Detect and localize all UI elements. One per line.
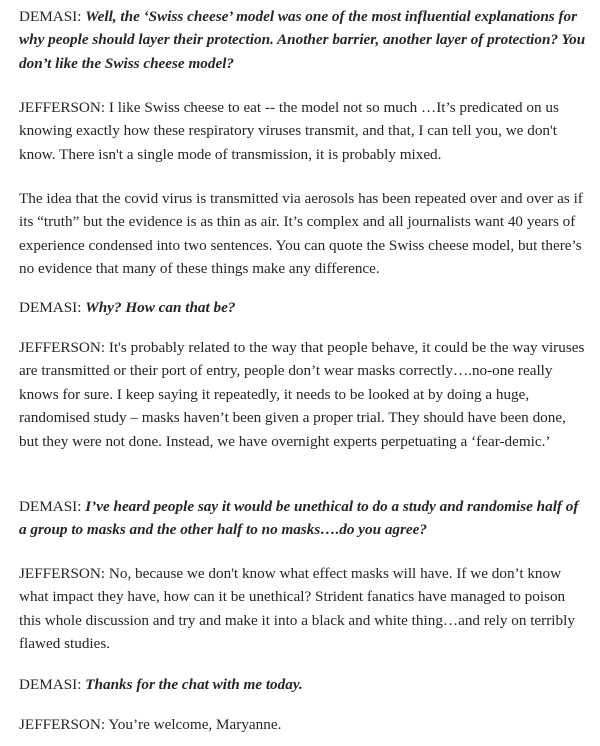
question-text: Why? How can that be? [85, 299, 236, 316]
speaker-label: DEMASI: [19, 676, 82, 693]
speaker-label: JEFFERSON: [19, 565, 106, 582]
answer-text: It's probably related to the way that people behave, it could be the way viruses are transmitted or their port of entry, people don’t wear masks correctly….no-one really knows for sure. I keep saying it repeatedly, it needs to be looked at by doing a huge, randomised study – masks haven’t been given a proper trial. They should have been done, but they were not done. Instead, we have overnight experts perpetuating a ‘fear-demic.’ [19, 339, 585, 450]
paragraph-jefferson-unethical [19, 562, 588, 656]
answer-text: You’re welcome, Maryanne. [108, 716, 282, 733]
question-text: I’ve heard people say it would be unethical to do a study and randomise half of a group to masks and the other half to no masks….do you agree? [19, 498, 579, 539]
speaker-label: JEFFERSON: [19, 99, 106, 116]
paragraph-jefferson-welcome [19, 713, 588, 736]
paragraph-demasi-thanks [19, 673, 588, 696]
speaker-label: JEFFERSON: [19, 339, 106, 356]
question-text: Thanks for the chat with me today. [85, 676, 303, 693]
speaker-label: DEMASI: [19, 8, 82, 25]
speaker-label: DEMASI: [19, 498, 82, 515]
answer-text: I like Swiss cheese to eat -- the model not so much …It’s predicated on us knowing exactly how these respiratory viruses transmit, and that, I can tell you, we don't know. There isn't a single mode of transmission, it is probably mixed. [19, 99, 559, 163]
answer-text: No, because we don't know what effect masks will have. If we don’t know what impact they have, how can it be unethical? Strident fanatics have managed to poison this whole discussion and try and make it into a black and white thing…and rely on terribly flawed studies. [19, 565, 575, 653]
paragraph-jefferson-behaviour [19, 336, 588, 453]
speaker-label: DEMASI: [19, 299, 82, 316]
paragraph-jefferson-swiss-cheese [19, 96, 588, 166]
speaker-label: JEFFERSON: [19, 716, 106, 733]
paragraph-demasi-why [19, 296, 588, 319]
paragraph-aerosols [19, 187, 588, 281]
question-text: Well, the ‘Swiss cheese’ model was one of the most influential explanations for why people should layer their protection. Another barrier, another layer of protection? You don’t like the Swiss cheese model? [19, 8, 586, 72]
paragraph-demasi-unethical [19, 495, 588, 542]
answer-text: The idea that the covid virus is transmitted via aerosols has been repeated over and over as if its “truth” but the evidence is as thin as air. It’s complex and all journalists want 40 years of experience condensed into two sentences. You can quote the Swiss cheese model, but there’s no evidence that many of these things make any difference. [19, 190, 583, 278]
paragraph-demasi-swiss-cheese [19, 5, 588, 75]
